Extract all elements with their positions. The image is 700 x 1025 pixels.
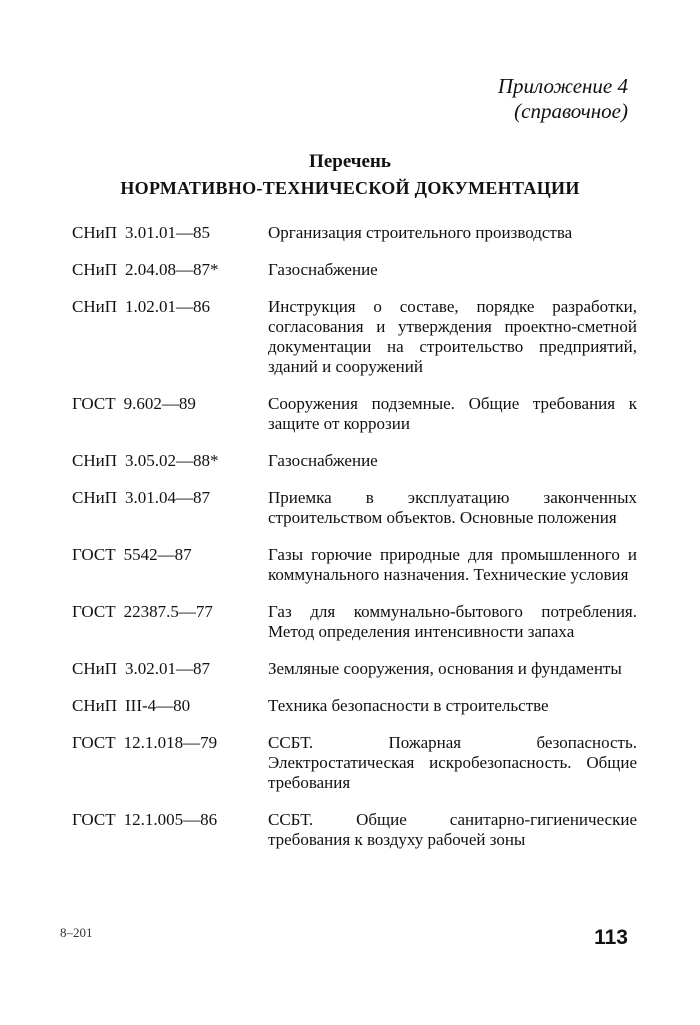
document-name: Газ для коммунально-бытового потребления. Метод определения интенсивности запаха: [268, 602, 637, 641]
list-item: [72, 733, 637, 793]
page-title: [0, 150, 700, 202]
document-name: ССБТ. Пожарная безопасность. Электростатическая искробезопасность. Общие требования: [268, 733, 637, 792]
list-item: [72, 659, 637, 679]
document-kind: СНиП: [72, 659, 117, 678]
document-name: Газоснабжение: [268, 451, 378, 470]
list-item: [72, 451, 637, 471]
document-code: [72, 394, 268, 414]
list-item: [72, 394, 637, 434]
document-name: ССБТ. Общие санитарно-гигиенические требования к воздуху рабочей зоны: [268, 810, 637, 849]
document-code: [72, 297, 268, 317]
document-name: Сооружения подземные. Общие требования к защите от коррозии: [268, 394, 637, 433]
list-item: [72, 297, 637, 377]
document-kind: ГОСТ: [72, 733, 116, 752]
document-code: [72, 696, 268, 716]
document-number: 3.01.04—87: [125, 488, 210, 507]
list-item: [72, 260, 637, 280]
document-number: III-4—80: [125, 696, 191, 715]
appendix-label: Приложение 4: [497, 74, 628, 98]
list-item: [72, 545, 637, 585]
document-number: 9.602—89: [123, 394, 196, 413]
document-number: 5542—87: [123, 545, 192, 564]
list-item: [72, 810, 637, 850]
document-name: Газы горючие природные для промышленного и коммунального назначения. Технические условия: [268, 545, 637, 584]
title-line-1: Перечень: [309, 151, 391, 172]
document-code: [72, 545, 268, 565]
document-list: [72, 223, 637, 867]
document-number: 12.1.018—79: [123, 733, 218, 752]
document-name: Организация строительного производства: [268, 223, 573, 242]
document-kind: СНиП: [72, 260, 117, 279]
document-number: 3.01.01—85: [125, 223, 210, 242]
document-number: 3.05.02—88*: [125, 451, 219, 470]
document-code: [72, 451, 268, 471]
document-kind: ГОСТ: [72, 810, 116, 829]
document-kind: СНиП: [72, 451, 117, 470]
appendix-header: [498, 74, 628, 124]
print-code: 8–201: [60, 925, 93, 940]
appendix-type: (справочное): [514, 99, 628, 123]
document-code: [72, 260, 268, 280]
document-kind: СНиП: [72, 223, 117, 242]
document-name: Земляные сооружения, основания и фундаменты: [268, 659, 622, 678]
list-item: [72, 223, 637, 243]
document-code: [72, 602, 268, 622]
document-code: [72, 488, 268, 508]
document-number: 22387.5—77: [123, 602, 213, 621]
document-kind: СНиП: [72, 297, 117, 316]
list-item: [72, 488, 637, 528]
document-name: Газоснабжение: [268, 260, 378, 279]
list-item: [72, 602, 637, 642]
document-number: 1.02.01—86: [125, 297, 210, 316]
document-code: [72, 733, 268, 753]
document-kind: СНиП: [72, 488, 117, 507]
title-line-2: НОРМАТИВНО-ТЕХНИЧЕСКОЙ ДОКУМЕНТАЦИИ: [120, 178, 580, 198]
document-kind: СНиП: [72, 696, 117, 715]
document-number: 3.02.01—87: [125, 659, 210, 678]
document-name: Инструкция о составе, порядке разработки, согласования и утверждения проектно-сметной документации на строительство предприятий, зданий и сооружений: [268, 297, 637, 376]
document-name: Приемка в эксплуатацию законченных строительством объектов. Основные положения: [268, 488, 637, 527]
document-kind: ГОСТ: [72, 545, 116, 564]
document-kind: ГОСТ: [72, 394, 116, 413]
document-number: 12.1.005—86: [123, 810, 218, 829]
list-item: [72, 696, 637, 716]
document-code: [72, 223, 268, 243]
document-code: [72, 810, 268, 830]
document-number: 2.04.08—87*: [125, 260, 219, 279]
document-name: Техника безопасности в строительстве: [268, 696, 549, 715]
document-code: [72, 659, 268, 679]
page-number: 113: [594, 926, 628, 949]
document-kind: ГОСТ: [72, 602, 116, 621]
